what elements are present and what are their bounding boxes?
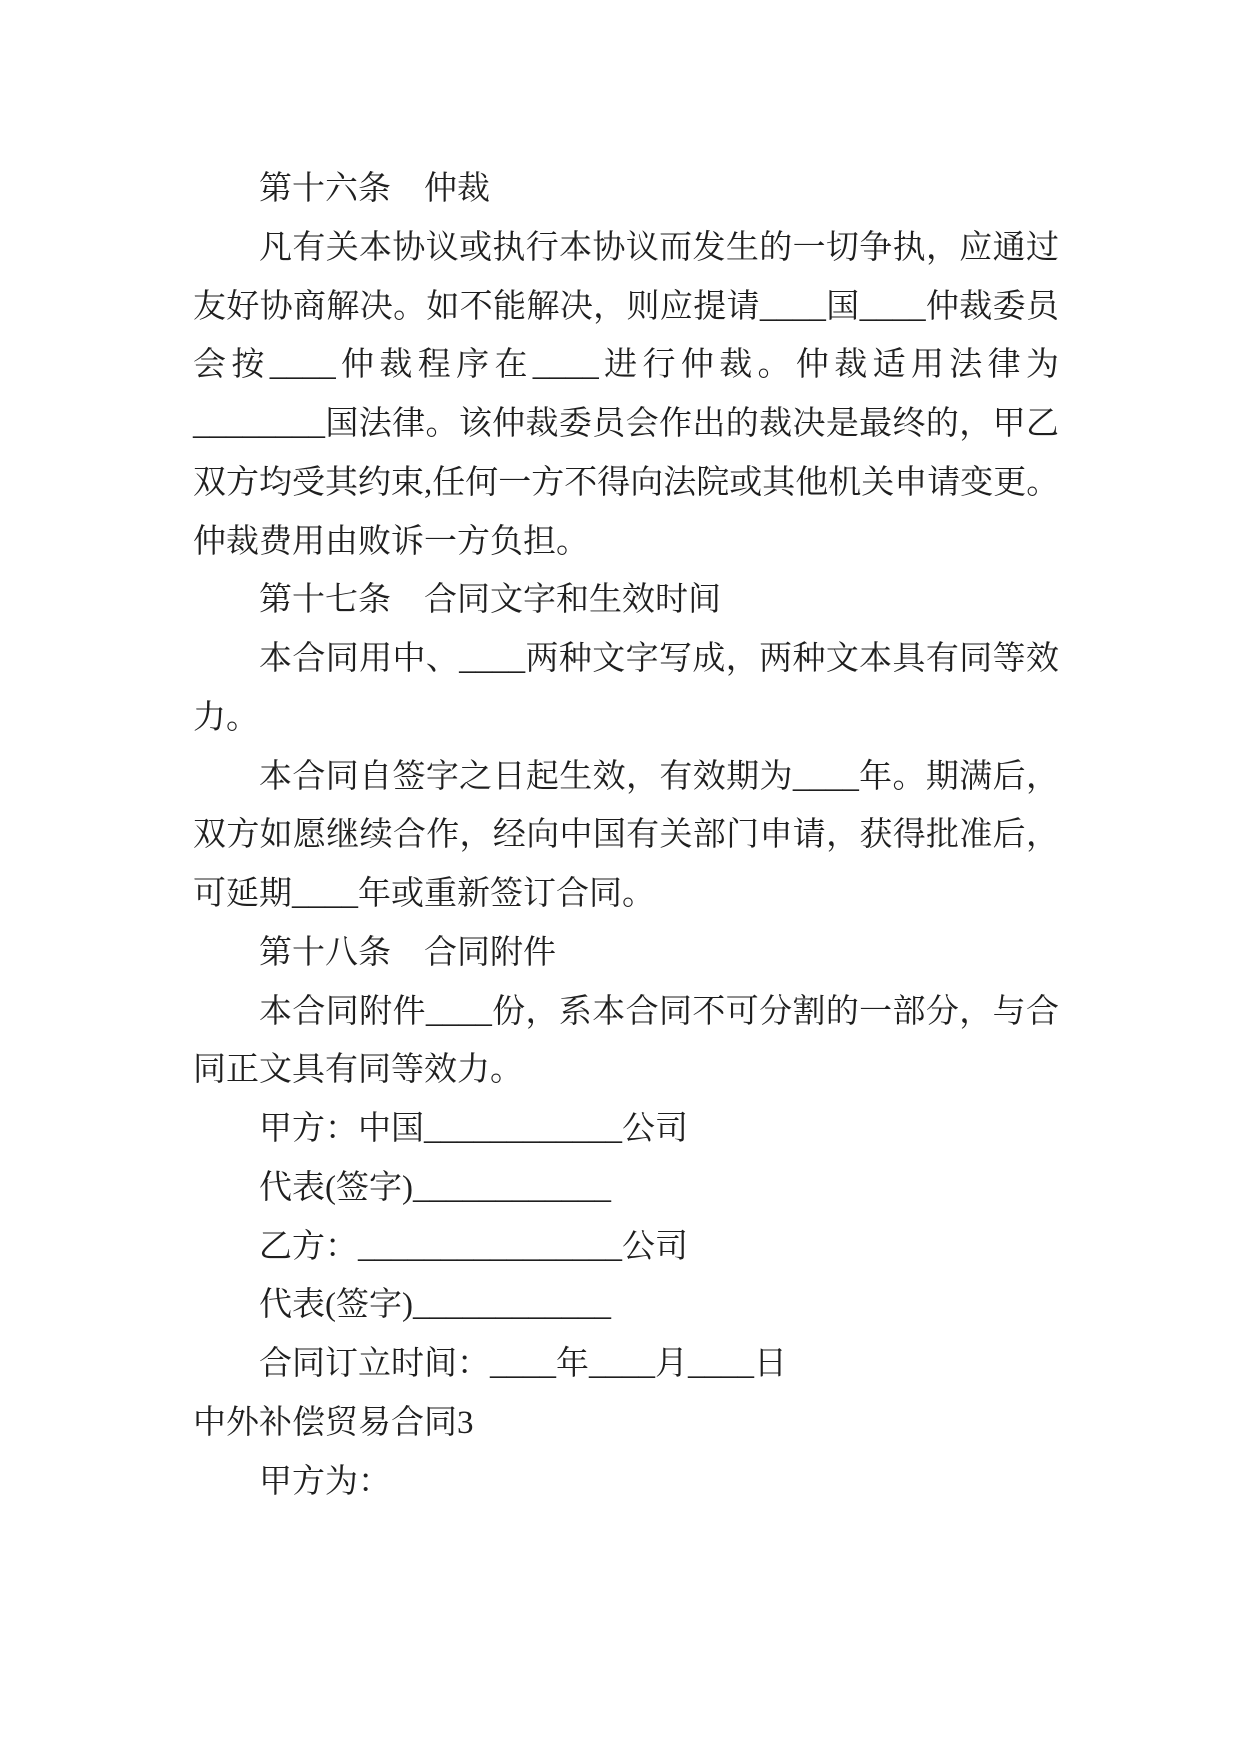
article-17-paragraph-languages	[193, 630, 1059, 748]
article-17-heading: 第十七条 合同文字和生效时间	[259, 582, 721, 619]
party-a-signature-line: 代表(签字)____________	[259, 1169, 611, 1206]
paragraph-line: ________国法律。该仲裁委员会作出的裁决是最终的，甲乙	[193, 406, 1059, 442]
next-contract	[193, 1394, 1059, 1512]
paragraph-line: 本合同自签字之日起生效，有效期为____年。期满后，	[259, 758, 1059, 795]
party-a-line: 甲方：中国____________公司	[259, 1111, 688, 1147]
party-b-line: 乙方：________________公司	[259, 1228, 688, 1265]
article-16-paragraph	[193, 219, 1059, 572]
paragraph-line: 可延期____年或重新签订合同。	[193, 876, 655, 912]
paragraph-line: 仲裁费用由败诉一方负担。	[193, 523, 589, 560]
paragraph-line: 力。	[193, 699, 259, 736]
paragraph-line: 双方如愿继续合作，经向中国有关部门申请，获得批准后，	[193, 817, 1059, 854]
article-17-paragraph-validity	[193, 748, 1059, 924]
paragraph-line: 本合同附件____份，系本合同不可分割的一部分，与合	[259, 993, 1059, 1030]
article-18-paragraph	[193, 983, 1059, 1101]
paragraph-line: 凡有关本协议或执行本协议而发生的一切争执，应通过	[259, 229, 1059, 266]
article-16	[193, 160, 1059, 571]
party-b-signature-line: 代表(签字)____________	[259, 1287, 611, 1324]
paragraph-line: 本合同用中、____两种文字写成，两种文本具有同等效	[259, 641, 1059, 677]
next-contract-title: 中外补偿贸易合同3	[193, 1404, 474, 1441]
article-18-heading: 第十八条 合同附件	[259, 934, 556, 971]
article-17	[193, 571, 1059, 924]
paragraph-line: 双方均受其约束,任何一方不得向法院或其他机关申请变更。	[193, 464, 1060, 501]
document-body	[193, 160, 1059, 1511]
signature-block	[193, 1100, 1059, 1394]
paragraph-line: 友好协商解决。如不能解决，则应提请____国____仲裁委员	[193, 288, 1059, 325]
next-contract-party-a-label: 甲方为：	[259, 1463, 391, 1500]
signing-date-line: 合同订立时间：____年____月____日	[259, 1346, 787, 1382]
paragraph-line: 同正文具有同等效力。	[193, 1052, 523, 1089]
article-18	[193, 924, 1059, 1100]
article-16-heading: 第十六条 仲裁	[259, 171, 490, 207]
paragraph-line: 会按____仲裁程序在____进行仲裁。仲裁适用法律为	[193, 347, 1059, 384]
